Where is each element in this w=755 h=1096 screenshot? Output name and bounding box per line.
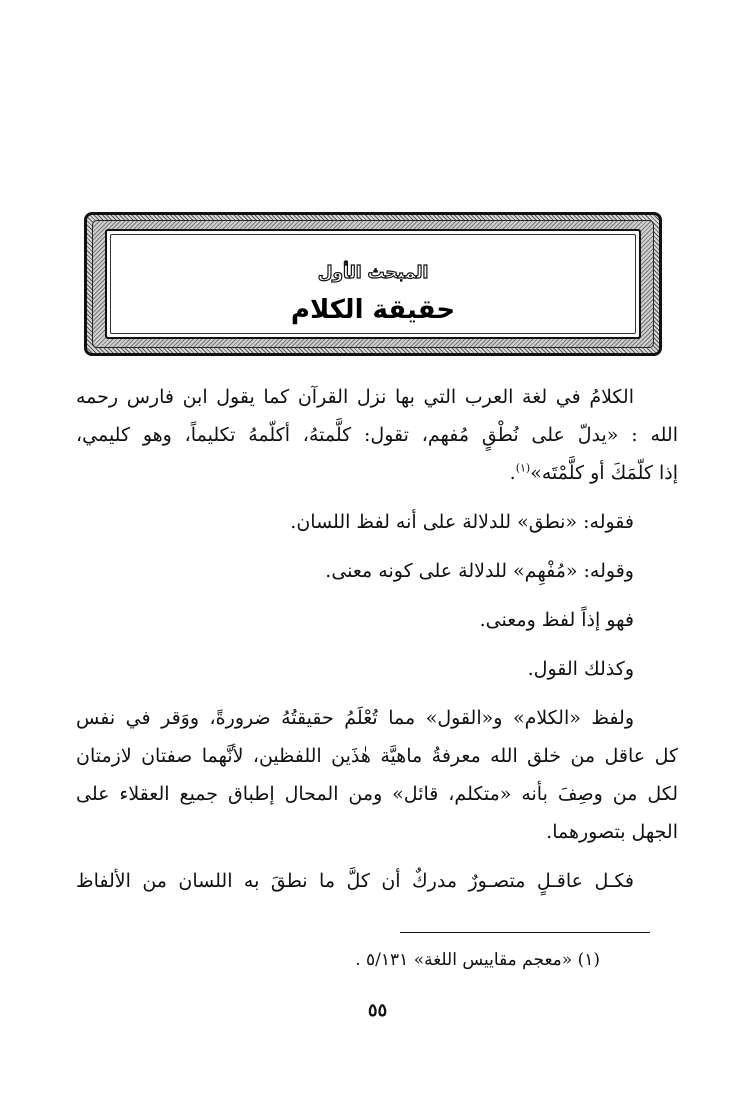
text-line: الجهل بتصورهما. xyxy=(546,821,678,843)
text-line: فقوله: «نطق» للدلالة على أنه لفظ اللسان. xyxy=(290,511,634,533)
paragraph-kalam-qawl xyxy=(76,699,678,851)
paragraph-kull-aqil xyxy=(76,862,678,900)
quote-end: إذا كلّمَكَ أو كلَّمْتَه» xyxy=(530,462,678,484)
footnote-divider xyxy=(400,932,650,933)
paragraph-nutq xyxy=(76,503,678,541)
text-line: فكـل عاقـلٍ متصـورٌ مدركٌ أن كلَّ ما نطقَ به اللسان من الألفاظ xyxy=(76,870,634,892)
title-panel xyxy=(105,229,641,339)
text-line: الله : «يدلّ على نُطْقٍ مُفهم، تقول: كلَّمتهُ، أكلّمهُ تكليماً، وهو كليمي، xyxy=(76,424,678,446)
text-line: الكلامُ في لغة العرب التي بها نزل القرآن كما يقول ابن فارس رحمه xyxy=(76,386,634,408)
text-line: كل عاقل من خلق الله معرفةُ ماهيَّة هٰذَين اللفظين، لأنَّهما صفتان لازمتان xyxy=(76,745,678,767)
chapter-title-frame xyxy=(84,212,662,356)
footnote-reference[interactable]: (١) xyxy=(515,461,531,475)
paragraph-qawl xyxy=(76,650,678,688)
paragraph-lafz-manaa xyxy=(76,601,678,639)
text-line xyxy=(76,454,678,492)
page-title: حقيقة الكلام xyxy=(290,295,456,325)
period: . xyxy=(509,462,516,484)
paragraph-definition xyxy=(76,378,678,492)
section-label: المبحث الأول xyxy=(317,263,429,283)
body-text xyxy=(76,378,678,900)
page-number: ٥٥ xyxy=(367,1000,388,1021)
footnote: (١) «معجم مقاييس اللغة» ٥/١٣١ . xyxy=(355,950,600,970)
text-line: لكل من وصِفَ بأنه «متكلم، قائل» ومن المحال إطباق جميع العقلاء على xyxy=(76,783,678,805)
text-line: فهو إذاً لفظ ومعنى. xyxy=(479,609,634,631)
text-line: وكذلك القول. xyxy=(527,658,634,680)
text-line: وقوله: «مُفْهِم» للدلالة على كونه معنى. xyxy=(325,560,634,582)
paragraph-mufhim xyxy=(76,552,678,590)
text-line: ولفظ «الكلام» و«القول» مما تُعْلَمُ حقيقتُهُ ضرورةً، ووَقر في نفس xyxy=(76,707,634,729)
